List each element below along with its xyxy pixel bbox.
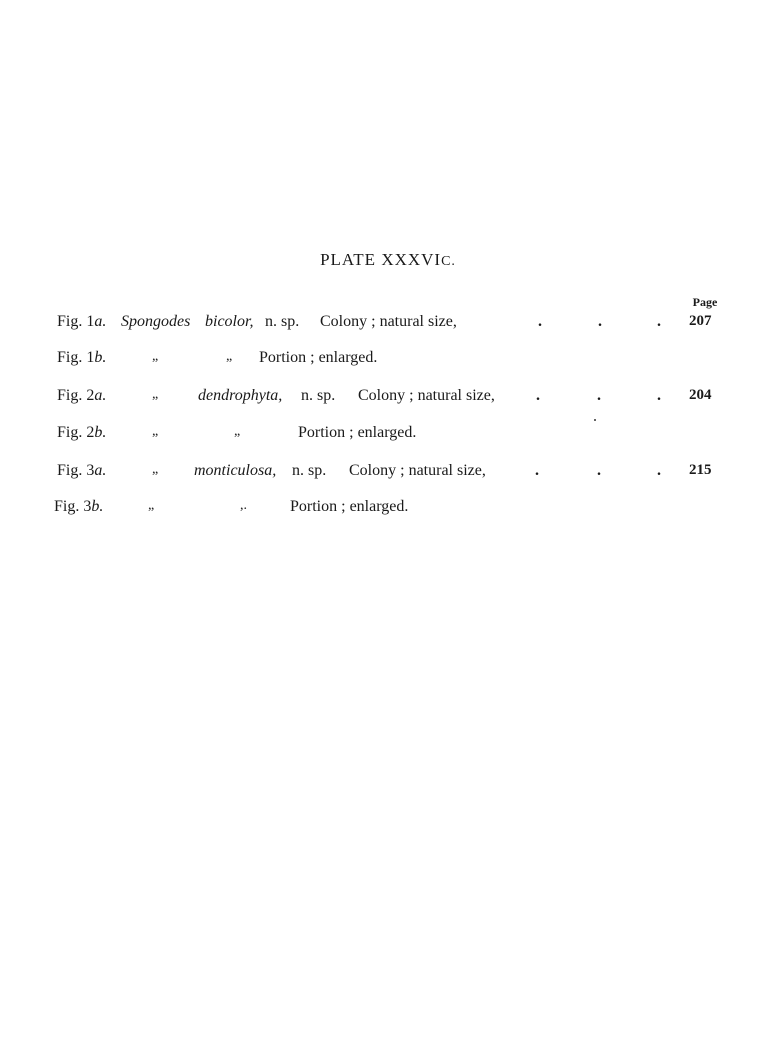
species-designation: n. sp. bbox=[301, 387, 336, 404]
fig-label: Fig. 1b. bbox=[57, 349, 107, 366]
leader-dot: . bbox=[536, 387, 540, 404]
ditto-mark-species: „ bbox=[234, 424, 241, 439]
ditto-mark-species: ,. bbox=[240, 498, 247, 513]
fig-label: Fig. 2a. bbox=[57, 387, 107, 404]
entry-description: Colony ; natural size, bbox=[349, 462, 486, 479]
leader-dot: . bbox=[535, 462, 539, 479]
leader-dot: . bbox=[657, 387, 661, 404]
plate-entry-fig-2b bbox=[0, 424, 776, 446]
plate-title-main: PLATE XXXVI bbox=[320, 250, 442, 269]
entry-description: Colony ; natural size, bbox=[320, 313, 457, 330]
plate-entry-fig-1b bbox=[0, 349, 776, 371]
species-designation: n. sp. bbox=[265, 313, 300, 330]
fig-label: Fig. 3a. bbox=[57, 462, 107, 479]
leader-dot: . bbox=[597, 462, 601, 479]
plate-entry-fig-3b bbox=[0, 498, 776, 520]
page-column-header: Page bbox=[692, 295, 718, 309]
plate-title bbox=[0, 250, 776, 270]
plate-entry-fig-3a bbox=[0, 462, 776, 484]
page-number: 215 bbox=[689, 462, 712, 478]
genus-name: Spongodes bbox=[121, 313, 191, 330]
ditto-mark-genus: „ bbox=[152, 387, 159, 402]
ditto-mark-genus: „ bbox=[152, 462, 159, 477]
entry-description: Portion ; enlarged. bbox=[298, 424, 417, 441]
fig-label: Fig. 1a. bbox=[57, 313, 107, 330]
plate-title-suffix: C. bbox=[441, 254, 456, 269]
entry-description: Colony ; natural size, bbox=[358, 387, 495, 404]
ditto-mark-genus: „ bbox=[148, 498, 155, 513]
page-number: 207 bbox=[689, 313, 712, 329]
leader-dot: . bbox=[598, 313, 602, 330]
leader-dot: . bbox=[538, 313, 542, 330]
plate-entry-fig-1a bbox=[0, 313, 776, 335]
ditto-mark-species: „ bbox=[226, 349, 233, 364]
ditto-mark-genus: „ bbox=[152, 349, 159, 364]
page-number: 204 bbox=[689, 387, 712, 403]
species-designation: n. sp. bbox=[292, 462, 327, 479]
species-name: dendrophyta, bbox=[198, 387, 283, 404]
species-name: monticulosa, bbox=[194, 462, 277, 479]
print-speck bbox=[594, 419, 596, 421]
entry-description: Portion ; enlarged. bbox=[259, 349, 378, 366]
fig-label: Fig. 3b. bbox=[54, 498, 104, 515]
leader-dot: . bbox=[657, 313, 661, 330]
species-name: bicolor, bbox=[205, 313, 254, 330]
plate-entry-fig-2a bbox=[0, 387, 776, 409]
fig-label: Fig. 2b. bbox=[57, 424, 107, 441]
leader-dot: . bbox=[597, 387, 601, 404]
entry-description: Portion ; enlarged. bbox=[290, 498, 409, 515]
ditto-mark-genus: „ bbox=[152, 424, 159, 439]
leader-dot: . bbox=[657, 462, 661, 479]
